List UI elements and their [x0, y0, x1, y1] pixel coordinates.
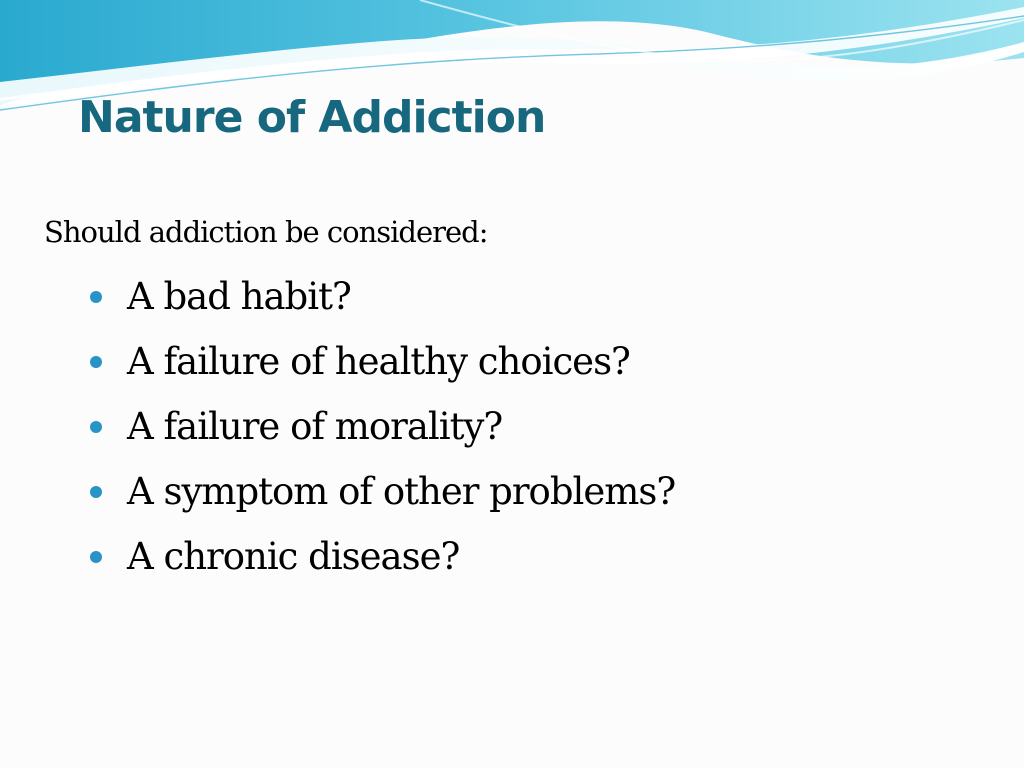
bullet-item-healthy-choices	[90, 329, 675, 394]
bullet-item-other-problems	[90, 459, 675, 524]
bullet-dot-icon	[90, 356, 102, 368]
bullet-dot-icon	[90, 551, 102, 563]
bullet-text: A chronic disease?	[127, 534, 460, 578]
bullet-item-bad-habit	[90, 264, 675, 329]
bullet-item-chronic-disease	[90, 524, 675, 589]
bullet-dot-icon	[90, 486, 102, 498]
intro-question: Should addiction be considered:	[44, 215, 488, 249]
bullet-text: A failure of healthy choices?	[127, 339, 630, 383]
bullet-text: A failure of morality?	[127, 404, 503, 448]
bullet-dot-icon	[90, 291, 102, 303]
bullet-text: A bad habit?	[127, 274, 351, 318]
bullet-dot-icon	[90, 421, 102, 433]
slide-title: Nature of Addiction	[78, 92, 546, 143]
bullet-item-morality	[90, 394, 675, 459]
addiction-options-list	[90, 264, 675, 589]
bullet-text: A symptom of other problems?	[127, 469, 676, 513]
